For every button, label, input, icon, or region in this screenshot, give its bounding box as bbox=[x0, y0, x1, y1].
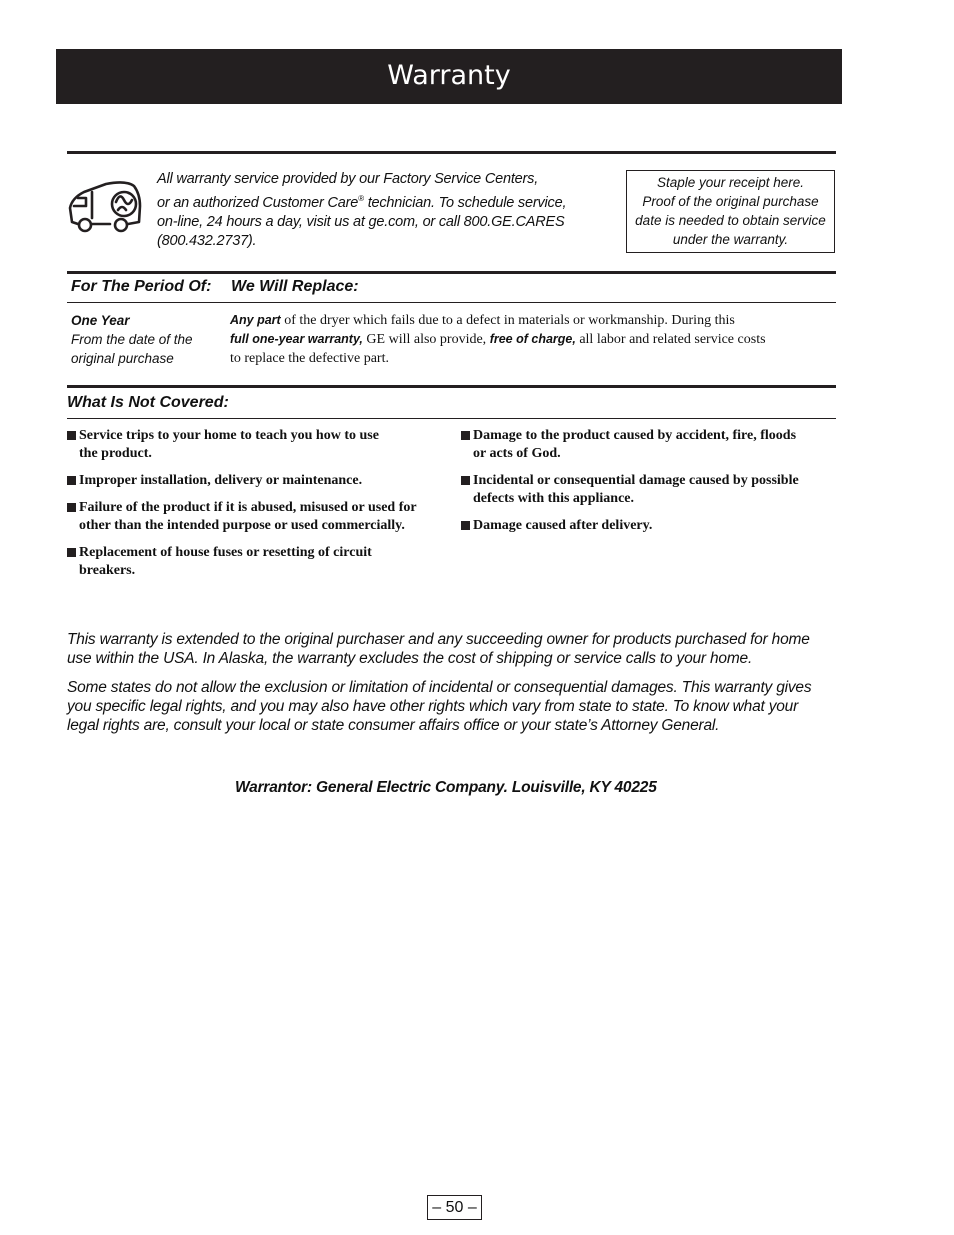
not-covered-header: What Is Not Covered: bbox=[67, 394, 229, 411]
legal-rights-paragraph: Some states do not allow the exclusion or limitation of incidental or consequential damages. This warranty gives you specific legal rights, and you may also have other rights which vary from state to state. To know what your legal rights are, consult your local or state consumer affairs office or your state’s Attorney General. bbox=[67, 679, 812, 734]
coverage-period bbox=[71, 311, 193, 368]
replace-text: to replace the defective part. bbox=[230, 351, 389, 366]
replace-text: all labor and related service costs bbox=[579, 332, 766, 347]
not-covered-header-divider bbox=[67, 418, 836, 419]
not-covered-left-list bbox=[67, 427, 447, 589]
bullet-icon bbox=[67, 548, 76, 557]
list-item: Improper installation, delivery or maintenance. bbox=[67, 472, 447, 490]
replace-text: of the dryer which fails due to a defect in materials or workmanship. During this bbox=[284, 313, 735, 328]
staple-note-line: Staple your receipt here. bbox=[656, 175, 805, 190]
registered-mark: ® bbox=[358, 194, 364, 203]
service-info-line: on-line, 24 hours a day, visit us at ge.com, or call 800.GE.CARES bbox=[157, 213, 565, 230]
period-line: original purchase bbox=[71, 351, 174, 366]
bullet-icon bbox=[67, 431, 76, 440]
period-title: One Year bbox=[71, 313, 130, 328]
service-van-icon bbox=[66, 178, 142, 234]
replace-text: GE will also provide, bbox=[366, 332, 487, 347]
warrantor: Warrantor: General Electric Company. Louisville, KY 40225 bbox=[235, 779, 657, 796]
list-item: Damage to the product caused by accident, fire, floods or acts of God. bbox=[461, 427, 841, 463]
bullet-icon bbox=[461, 431, 470, 440]
bullet-icon bbox=[67, 476, 76, 485]
list-item: Damage caused after delivery. bbox=[461, 517, 841, 535]
list-item: Service trips to your home to teach you how to use the product. bbox=[67, 427, 447, 463]
staple-note-line: Proof of the original purchase bbox=[642, 194, 819, 209]
full-warranty-text: full one-year warranty, bbox=[230, 332, 363, 346]
top-divider bbox=[67, 151, 836, 154]
bullet-icon bbox=[461, 476, 470, 485]
period-line: From the date of the bbox=[71, 332, 193, 347]
any-part-text: Any part bbox=[230, 313, 281, 327]
list-item: Incidental or consequential damage caused by possible defects with this appliance. bbox=[461, 472, 841, 508]
coverage-replace bbox=[230, 311, 830, 368]
not-covered-top-divider bbox=[67, 385, 836, 388]
page-title: Warranty bbox=[387, 60, 511, 91]
not-covered-right-list bbox=[461, 427, 841, 544]
page-number: – 50 – bbox=[427, 1195, 482, 1220]
bullet-icon bbox=[67, 503, 76, 512]
service-info bbox=[157, 170, 597, 251]
service-info-line: (800.432.2737). bbox=[157, 232, 257, 249]
service-info-line: or an authorized Customer Care® technician. To schedule service, bbox=[157, 194, 567, 211]
extension-paragraph: This warranty is extended to the original purchaser and any succeeding owner for products purchased for home use within the USA. In Alaska, the warranty excludes the cost of shipping or service calls to your home. bbox=[67, 631, 810, 667]
staple-note-line: date is needed to obtain service bbox=[635, 213, 826, 228]
bullet-icon bbox=[461, 521, 470, 530]
coverage-header-divider bbox=[67, 302, 836, 303]
coverage-top-divider bbox=[67, 271, 836, 274]
service-info-line: All warranty service provided by our Factory Service Centers, bbox=[157, 171, 539, 187]
staple-receipt-box bbox=[626, 170, 835, 253]
list-item: Failure of the product if it is abused, misused or used for other than the intended purpose or used commercially. bbox=[67, 499, 447, 535]
staple-note-line: under the warranty. bbox=[672, 232, 789, 247]
replace-header: We Will Replace: bbox=[231, 278, 359, 295]
period-header: For The Period Of: bbox=[71, 278, 212, 295]
title-bar bbox=[56, 49, 842, 104]
list-item: Replacement of house fuses or resetting of circuit breakers. bbox=[67, 544, 447, 580]
free-of-charge-text: free of charge, bbox=[489, 332, 576, 346]
